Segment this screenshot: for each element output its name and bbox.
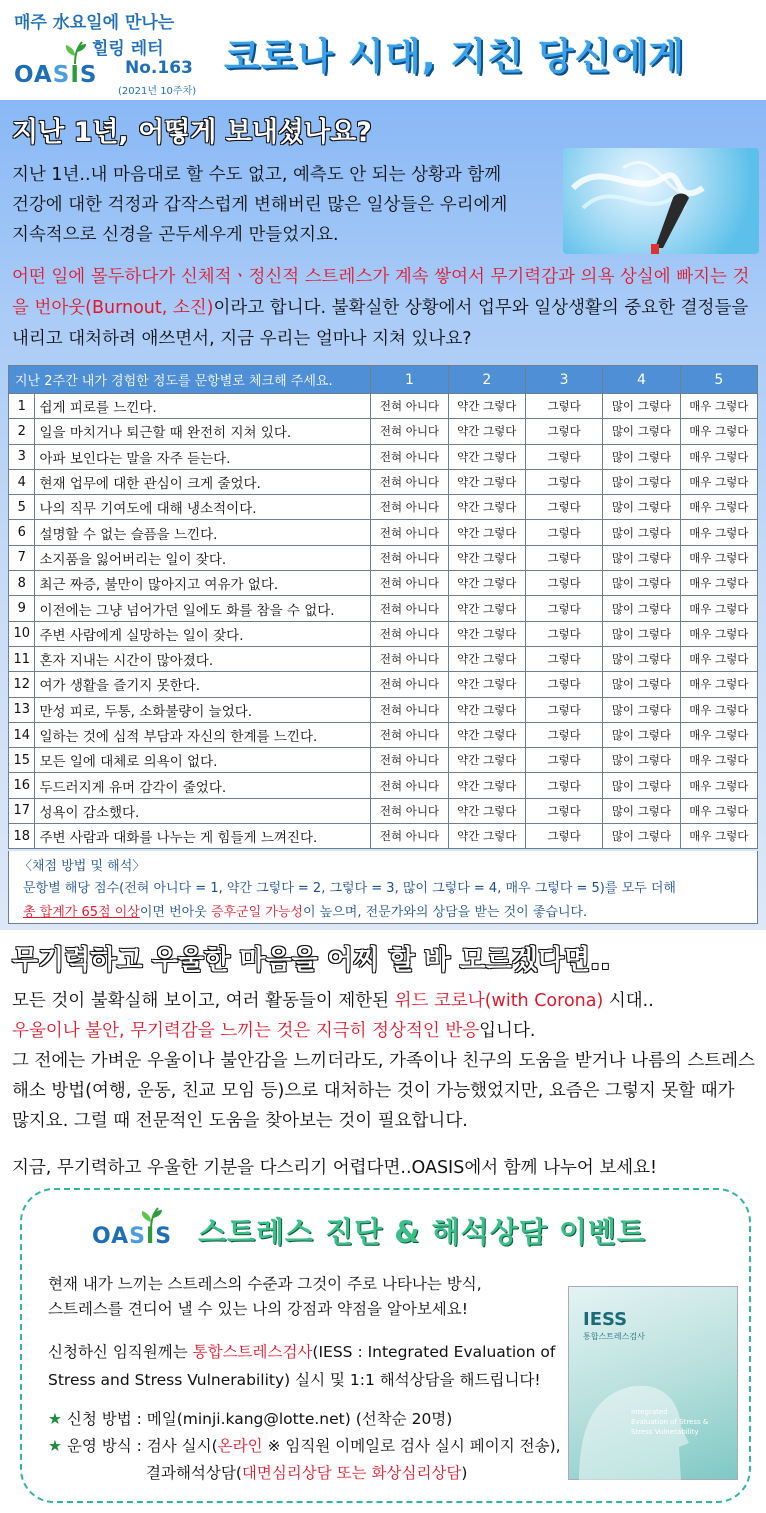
logo-text: OASIS xyxy=(14,62,98,88)
question-text: 일을 마치거나 퇴근할 때 완전히 지쳐 있다. xyxy=(35,419,371,444)
iess-name: 통합스트레스검사 xyxy=(192,1343,313,1361)
text: ) xyxy=(461,1464,468,1482)
question-text: 성욕이 감소했다. xyxy=(35,798,371,823)
star-icon: ★ xyxy=(48,1437,62,1455)
answer-option[interactable]: 많이 그렇다 xyxy=(603,672,680,697)
answer-option[interactable]: 매우 그렇다 xyxy=(680,697,757,722)
weekly-label: 매주 水요일에 만나는 xyxy=(14,13,175,33)
table-row xyxy=(9,596,758,621)
apply-label: 신청 방법 xyxy=(66,1410,132,1428)
online-text: 온라인 xyxy=(217,1437,263,1455)
answer-option[interactable]: 매우 그렇다 xyxy=(680,748,757,773)
text: 모든 것이 불확실해 보이고, 여러 활동들이 제한된 xyxy=(12,991,395,1011)
answer-option[interactable]: 그렇다 xyxy=(525,773,602,798)
row-number: 13 xyxy=(9,697,35,722)
answer-option[interactable]: 많이 그렇다 xyxy=(603,621,680,646)
answer-option[interactable]: 매우 그렇다 xyxy=(680,571,757,596)
answer-option[interactable]: 매우 그렇다 xyxy=(680,545,757,570)
answer-option[interactable]: 전혀 아니다 xyxy=(371,596,448,621)
row-number: 9 xyxy=(9,596,35,621)
answer-option[interactable]: 많이 그렇다 xyxy=(603,798,680,823)
answer-option[interactable]: 약간 그렇다 xyxy=(448,596,525,621)
question-text: 설명할 수 없는 슬픔을 느낀다. xyxy=(35,520,371,545)
answer-option[interactable]: 그렇다 xyxy=(525,545,602,570)
text: ※ 임직원 이메일로 검사 실시 페이지 전송), xyxy=(262,1437,561,1455)
answer-option[interactable]: 약간 그렇다 xyxy=(448,798,525,823)
book-title: IESS xyxy=(583,1309,628,1330)
event-intro xyxy=(48,1272,482,1322)
answer-option[interactable]: 약간 그렇다 xyxy=(448,824,525,849)
answer-option[interactable]: 많이 그렇다 xyxy=(603,722,680,747)
table-row xyxy=(9,722,758,747)
answer-option[interactable]: 많이 그렇다 xyxy=(603,545,680,570)
answer-option[interactable]: 약간 그렇다 xyxy=(448,520,525,545)
text: (IESS : Integrated Evaluation of Stress and Stress Vulnerability) 실시 및 1:1 해석상담을 해드립니다! xyxy=(48,1343,556,1389)
row-number: 7 xyxy=(9,545,35,570)
answer-option[interactable]: 많이 그렇다 xyxy=(603,748,680,773)
burnout-question: 이라고 합니다. 불확실한 상황에서 업무와 일상생활의 중요한 결정들을 내리고 대처하려 애쓰면서, 지금 우리는 얼마나 지쳐 있나요? xyxy=(12,298,749,349)
answer-option[interactable]: 전혀 아니다 xyxy=(371,419,448,444)
answer-option[interactable]: 매우 그렇다 xyxy=(680,596,757,621)
answer-option[interactable]: 많이 그렇다 xyxy=(603,394,680,419)
answer-option[interactable]: 그렇다 xyxy=(525,722,602,747)
normal-reaction-text: 우울이나 불안, 무기력감을 느끼는 것은 지극히 정상적인 반응 xyxy=(12,1021,480,1041)
answer-option[interactable]: 그렇다 xyxy=(525,520,602,545)
answer-option[interactable]: 약간 그렇다 xyxy=(448,545,525,570)
run-method-line2 xyxy=(48,1460,561,1487)
counseling-type: 대면심리상담 또는 화상심리상담 xyxy=(241,1464,462,1482)
answer-option[interactable]: 전혀 아니다 xyxy=(371,672,448,697)
with-corona-text: 위드 코로나(with Corona) xyxy=(394,991,604,1011)
section1-intro xyxy=(12,160,557,250)
event-intro-line: 스트레스를 견디어 낼 수 있는 나의 강점과 약점을 알아보세요! xyxy=(48,1300,468,1318)
event-oasis-logo xyxy=(92,1216,192,1256)
table-row xyxy=(9,469,758,494)
book-en-line: Stress Vulnerability xyxy=(631,1428,699,1436)
question-text: 주변 사람에게 실망하는 일이 잦다. xyxy=(35,621,371,646)
book-subtitle: 통합스트레스검사 xyxy=(583,1332,645,1341)
question-text: 쉽게 피로를 느낀다. xyxy=(35,394,371,419)
answer-option[interactable]: 매우 그렇다 xyxy=(680,672,757,697)
row-number: 10 xyxy=(9,621,35,646)
answer-option[interactable]: 전혀 아니다 xyxy=(371,545,448,570)
answer-option[interactable]: 약간 그렇다 xyxy=(448,646,525,671)
answer-option[interactable]: 매우 그렇다 xyxy=(680,722,757,747)
question-text: 모든 일에 대체로 의욕이 없다. xyxy=(35,748,371,773)
scoring-box xyxy=(8,851,758,924)
answer-option[interactable]: 약간 그렇다 xyxy=(448,571,525,596)
table-row xyxy=(9,824,758,849)
answer-option[interactable]: 그렇다 xyxy=(525,824,602,849)
section2-line1 xyxy=(12,986,757,1016)
answer-option[interactable]: 약간 그렇다 xyxy=(448,672,525,697)
scale-4: 4 xyxy=(603,366,680,394)
answer-option[interactable]: 약간 그렇다 xyxy=(448,469,525,494)
scoring-method: 문항별 해당 점수(전혀 아니다 = 1, 약간 그렇다 = 2, 그렇다 = 3, 많이 그렇다 = 4, 매우 그렇다 = 5)를 모두 더해 xyxy=(23,881,676,896)
scale-1: 1 xyxy=(371,366,448,394)
event-details xyxy=(48,1406,561,1487)
answer-option[interactable]: 전혀 아니다 xyxy=(371,773,448,798)
answer-option[interactable]: 많이 그렇다 xyxy=(603,495,680,520)
burnout-checklist xyxy=(8,365,758,849)
answer-option[interactable]: 많이 그렇다 xyxy=(603,646,680,671)
event-intro-line: 현재 내가 느끼는 스트레스의 수준과 그것이 주로 나타나는 방식, xyxy=(48,1275,482,1293)
answer-option[interactable]: 많이 그렇다 xyxy=(603,773,680,798)
text: 신청하신 임직원께는 xyxy=(48,1343,193,1361)
table-row xyxy=(9,798,758,823)
table-row xyxy=(9,621,758,646)
question-text: 두드러지게 유머 감각이 줄었다. xyxy=(35,773,371,798)
question-text: 만성 피로, 두통, 소화불량이 늘었다. xyxy=(35,697,371,722)
event-title: 스트레스 진단 & 해석상담 이벤트 xyxy=(198,1215,646,1249)
question-text: 여가 생활을 즐기지 못한다. xyxy=(35,672,371,697)
table-row xyxy=(9,495,758,520)
answer-option[interactable]: 전혀 아니다 xyxy=(371,621,448,646)
oasis-logo xyxy=(14,40,98,92)
answer-option[interactable]: 전혀 아니다 xyxy=(371,520,448,545)
answer-option[interactable]: 약간 그렇다 xyxy=(448,748,525,773)
answer-option[interactable]: 매우 그렇다 xyxy=(680,394,757,419)
answer-option[interactable]: 약간 그렇다 xyxy=(448,722,525,747)
section2-title: 무기력하고 우울한 마음을 어찌 할 바 모르겠다면.. xyxy=(12,945,611,976)
question-text: 혼자 지내는 시간이 많아졌다. xyxy=(35,646,371,671)
answer-option[interactable]: 많이 그렇다 xyxy=(603,824,680,849)
star-icon: ★ xyxy=(48,1410,62,1428)
answer-option[interactable]: 많이 그렇다 xyxy=(603,469,680,494)
letter-label: 힐링 레터 xyxy=(92,39,164,59)
answer-option[interactable]: 약간 그렇다 xyxy=(448,419,525,444)
answer-option[interactable]: 전혀 아니다 xyxy=(371,798,448,823)
apply-value: : 메일(minji.kang@lotte.net) (선착순 20명) xyxy=(131,1410,453,1428)
answer-option[interactable]: 그렇다 xyxy=(525,469,602,494)
row-number: 16 xyxy=(9,773,35,798)
answer-option[interactable]: 매우 그렇다 xyxy=(680,469,757,494)
answer-option[interactable]: 그렇다 xyxy=(525,798,602,823)
table-row xyxy=(9,571,758,596)
row-number: 14 xyxy=(9,722,35,747)
threshold-text: 총 합계가 65점 이상 xyxy=(23,905,140,920)
section2-line2 xyxy=(12,1016,757,1046)
answer-option[interactable]: 많이 그렇다 xyxy=(603,520,680,545)
question-text: 나의 직무 기여도에 대해 냉소적이다. xyxy=(35,495,371,520)
answer-option[interactable]: 많이 그렇다 xyxy=(603,419,680,444)
answer-option[interactable]: 약간 그렇다 xyxy=(448,444,525,469)
event-box xyxy=(20,1188,751,1503)
table-row xyxy=(9,545,758,570)
row-number: 15 xyxy=(9,748,35,773)
row-number: 8 xyxy=(9,571,35,596)
section2-body xyxy=(12,986,757,1136)
run-method xyxy=(48,1433,561,1460)
table-row xyxy=(9,748,758,773)
text: : 검사 실시( xyxy=(131,1437,218,1455)
answer-option[interactable]: 그렇다 xyxy=(525,495,602,520)
answer-option[interactable]: 그렇다 xyxy=(525,697,602,722)
scoring-heading: 〈채점 방법 및 해석〉 xyxy=(19,859,146,874)
answer-option[interactable]: 그렇다 xyxy=(525,394,602,419)
question-text: 현재 업무에 대한 관심이 크게 줄었다. xyxy=(35,469,371,494)
answer-option[interactable]: 전혀 아니다 xyxy=(371,571,448,596)
question-text: 최근 짜증, 불만이 많아지고 여유가 없다. xyxy=(35,571,371,596)
issue-week: (2021년 10주차) xyxy=(118,86,197,97)
question-text: 이전에는 그냥 넘어가던 일에도 화를 참을 수 없다. xyxy=(35,596,371,621)
row-number: 12 xyxy=(9,672,35,697)
answer-option[interactable]: 약간 그렇다 xyxy=(448,495,525,520)
answer-option[interactable]: 많이 그렇다 xyxy=(603,596,680,621)
row-number: 2 xyxy=(9,419,35,444)
answer-option[interactable]: 그렇다 xyxy=(525,646,602,671)
section2-closing: 지금, 무기력하고 우울한 기분을 다스리기 어렵다면..OASIS에서 함께 나누어 보세요! xyxy=(12,1158,658,1178)
table-row xyxy=(9,520,758,545)
question-text: 아파 보인다는 말을 자주 듣는다. xyxy=(35,444,371,469)
answer-option[interactable]: 전혀 아니다 xyxy=(371,748,448,773)
answer-option[interactable]: 매우 그렇다 xyxy=(680,773,757,798)
question-text: 주변 사람과 대화를 나누는 게 힘들게 느껴진다. xyxy=(35,824,371,849)
answer-option[interactable]: 약간 그렇다 xyxy=(448,621,525,646)
answer-option[interactable]: 그렇다 xyxy=(525,672,602,697)
answer-option[interactable]: 약간 그렇다 xyxy=(448,697,525,722)
possibility-text: 증후군일 가능성 xyxy=(210,905,303,920)
row-number: 6 xyxy=(9,520,35,545)
event-offer xyxy=(48,1338,578,1394)
section1-burnout-text xyxy=(12,262,757,355)
logo-text: OASIS xyxy=(92,1224,173,1249)
scale-5: 5 xyxy=(680,366,757,394)
apply-method xyxy=(48,1406,561,1433)
answer-option[interactable]: 약간 그렇다 xyxy=(448,773,525,798)
table-row xyxy=(9,672,758,697)
answer-option[interactable]: 약간 그렇다 xyxy=(448,394,525,419)
question-text: 소지품을 잃어버리는 일이 잦다. xyxy=(35,545,371,570)
answer-option[interactable]: 전혀 아니다 xyxy=(371,394,448,419)
run-label: 운영 방식 xyxy=(66,1437,132,1455)
answer-option[interactable]: 매우 그렇다 xyxy=(680,495,757,520)
row-number: 4 xyxy=(9,469,35,494)
answer-option[interactable]: 전혀 아니다 xyxy=(371,469,448,494)
answer-option[interactable]: 매우 그렇다 xyxy=(680,444,757,469)
answer-option[interactable]: 그렇다 xyxy=(525,419,602,444)
row-number: 17 xyxy=(9,798,35,823)
answer-option[interactable]: 매우 그렇다 xyxy=(680,824,757,849)
answer-option[interactable]: 그렇다 xyxy=(525,748,602,773)
scale-2: 2 xyxy=(448,366,525,394)
intro-line: 지속적으로 신경을 곤두세우게 만들었지요. xyxy=(12,225,339,245)
answer-option[interactable]: 전혀 아니다 xyxy=(371,722,448,747)
row-number: 3 xyxy=(9,444,35,469)
row-number: 11 xyxy=(9,646,35,671)
section1-title: 지난 1년, 어떻게 보내셨나요? xyxy=(12,117,372,148)
issue-number: No.163 xyxy=(125,58,193,78)
answer-option[interactable]: 그렇다 xyxy=(525,621,602,646)
table-header-row xyxy=(9,366,758,394)
scoring-text: 이면 번아웃 xyxy=(139,905,211,920)
answer-option[interactable]: 전혀 아니다 xyxy=(371,646,448,671)
scale-3: 3 xyxy=(525,366,602,394)
row-number: 5 xyxy=(9,495,35,520)
page-title: 코로나 시대, 지친 당신에게 xyxy=(224,35,685,78)
answer-option[interactable]: 그렇다 xyxy=(525,571,602,596)
answer-option[interactable]: 많이 그렇다 xyxy=(603,571,680,596)
table-row xyxy=(9,419,758,444)
answer-option[interactable]: 많이 그렇다 xyxy=(603,697,680,722)
answer-option[interactable]: 전혀 아니다 xyxy=(371,495,448,520)
table-instruction: 지난 2주간 내가 경험한 정도를 문항별로 체크해 주세요. xyxy=(9,366,371,394)
table-row xyxy=(9,773,758,798)
intro-line: 건강에 대한 걱정과 갑작스럽게 변해버린 많은 일상들은 우리에게 xyxy=(12,195,508,215)
answer-option[interactable]: 전혀 아니다 xyxy=(371,444,448,469)
answer-option[interactable]: 매우 그렇다 xyxy=(680,621,757,646)
table-row xyxy=(9,646,758,671)
text: 결과해석상담( xyxy=(146,1464,242,1482)
row-number: 1 xyxy=(9,394,35,419)
book-en-line: Integrated xyxy=(631,1408,668,1416)
answer-option[interactable]: 전혀 아니다 xyxy=(371,697,448,722)
answer-option[interactable]: 많이 그렇다 xyxy=(603,444,680,469)
smoke-illustration xyxy=(563,148,759,254)
answer-option[interactable]: 매우 그렇다 xyxy=(680,520,757,545)
header xyxy=(0,0,766,100)
table-row xyxy=(9,394,758,419)
answer-option[interactable]: 매우 그렇다 xyxy=(680,798,757,823)
section2-line3: 그 전에는 가벼운 우울이나 불안감을 느끼더라도, 가족이나 친구의 도움을 받거나 나름의 스트레스 해소 방법(여행, 운동, 친교 모임 등)으로 대처하는 것이 가능했었지만, 요즘은 그렇지 못할 때가 많지요. 그럴 때 전문적인 도움을 찾아보는 것이 필요합니다. xyxy=(12,1051,755,1131)
book-english-title xyxy=(631,1407,708,1437)
text: 입니다. xyxy=(479,1021,536,1041)
answer-option[interactable]: 매우 그렇다 xyxy=(680,646,757,671)
answer-option[interactable]: 매우 그렇다 xyxy=(680,419,757,444)
book-en-line: Evaluation of Stress & xyxy=(631,1418,709,1426)
row-number: 18 xyxy=(9,824,35,849)
table-row xyxy=(9,444,758,469)
scoring-interpretation xyxy=(23,901,587,920)
smoke-image xyxy=(563,148,759,254)
answer-option[interactable]: 전혀 아니다 xyxy=(371,824,448,849)
table-row xyxy=(9,697,758,722)
scoring-text: 이 높으며, 전문가와의 상담을 받는 것이 좋습니다. xyxy=(302,905,588,920)
question-text: 일하는 것에 심적 부담과 자신의 한계를 느낀다. xyxy=(35,722,371,747)
answer-option[interactable]: 그렇다 xyxy=(525,444,602,469)
text: 시대.. xyxy=(603,991,654,1011)
iess-book-cover xyxy=(568,1286,738,1480)
burnout-definition: 어떤 일에 몰두하다가 신체적ㆍ정신적 스트레스가 계속 쌓여서 무기력감과 의욕 상실에 빠지는 것을 번아웃(Burnout, 소진) xyxy=(12,267,750,318)
answer-option[interactable]: 그렇다 xyxy=(525,596,602,621)
intro-line: 지난 1년..내 마음대로 할 수도 없고, 예측도 안 되는 상황과 함께 xyxy=(12,165,502,185)
